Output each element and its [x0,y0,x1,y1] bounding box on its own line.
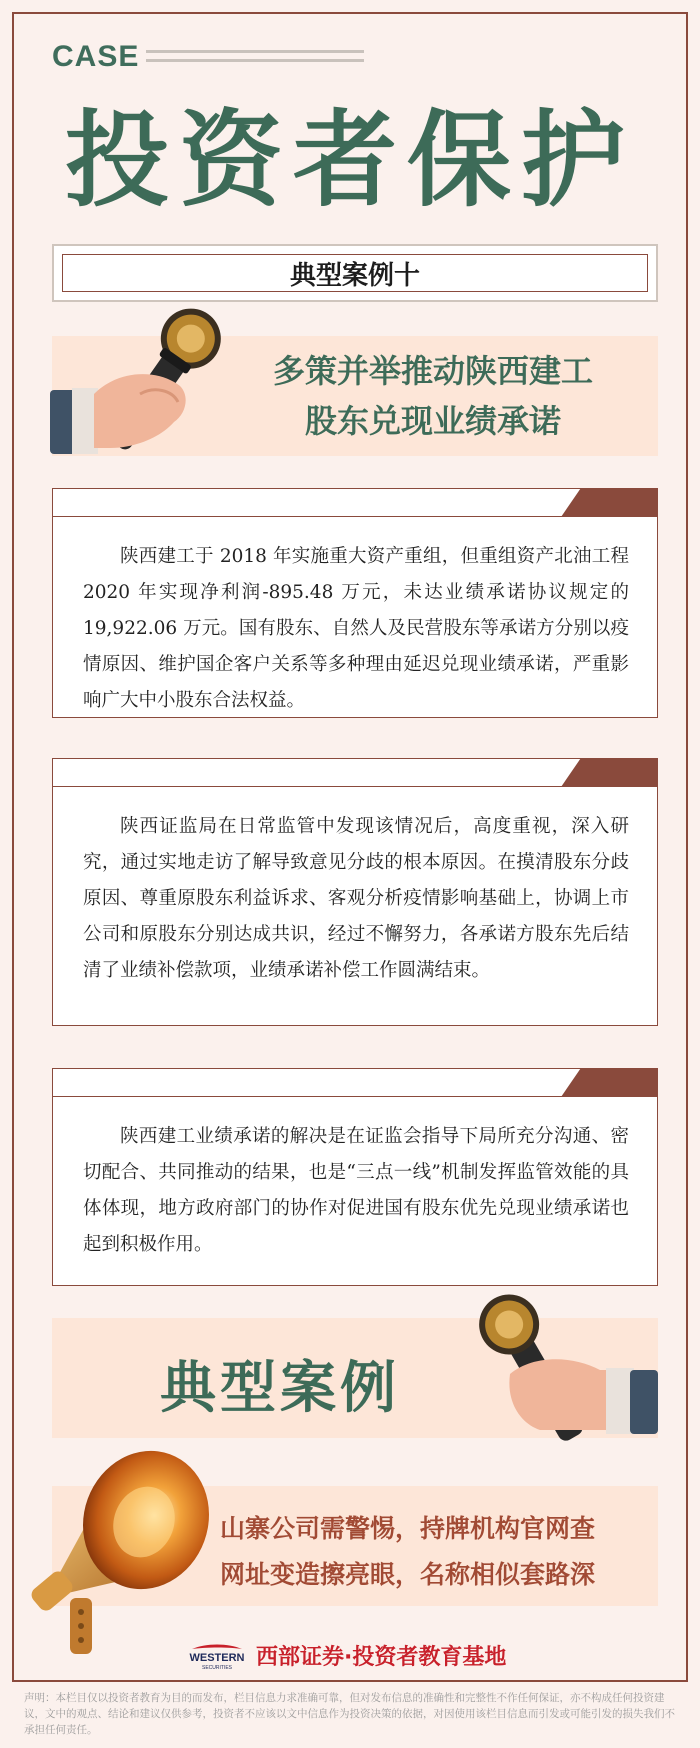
subtitle: 典型案例十 [62,254,648,292]
subtitle-box [52,244,658,302]
card-text: 陕西建工于 2018 年实施重大资产重组，但重组资产北油工程 2020 年实现净利润-895.48 万元，未达业绩承诺协议规定的 19,922.06 万元。国有股东、自然人及民营股东等承诺方分别以疫情原因、维护国企客户关系等多种理由延迟兑现业绩承诺，严重影响广大中小股东合法权益。 [83,546,629,711]
microphone-icon [470,1284,660,1444]
brand [186,1640,506,1671]
promo-line-2: 网址变造擦亮眼，名称相似套路深 [220,1560,596,1589]
disclaimer: 声明：本栏目仅以投资者教育为目的而发布，栏目信息力求准确可靠，但对发布信息的准确性和完整性不作任何保证，亦不构成任何投资建议，文中的观点、结论和建议仅供参考，投资者不应该以文中信息作为投资决策的依据，对因使用该栏目信息而引发或可能引发的损失我们不承担任何责任。 [24,1692,675,1736]
case-decor-lines [146,50,364,68]
headline [218,346,648,446]
card-text: 陕西建工业绩承诺的解决是在证监会指导下局所充分沟通、密切配合、共同推动的结果，也是“三点一线”机制发挥监管效能的具体体现，地方政府部门的协作对促进国有股东优先兑现业绩承诺也起到积极作用。 [83,1126,629,1255]
case-label: CASE [52,40,140,73]
page-title: 投资者保护 [64,99,635,221]
case-card-1 [52,488,658,718]
hand-icon [50,374,186,454]
svg-text:WESTERN: WESTERN [189,1651,245,1664]
headline-line-1: 多策并举推动陕西建工 [272,352,593,390]
western-logo-icon [186,1641,248,1671]
svg-text:SECURITIES: SECURITIES [201,1664,233,1671]
promo-text [220,1506,640,1598]
case-card-3 [52,1068,658,1286]
card-text: 陕西证监局在日常监管中发现该情况后，高度重视，深入研究，通过实地走访了解导致意见分歧的根本原因。在摸清股东分歧原因、尊重原股东利益诉求、客观分析疫情影响基础上，协调上市公司和原股东分别达成共识，经过不懈努力，各承诺方股东先后结清了业绩补偿款项，业绩承诺补偿工作圆满结束。 [83,816,629,981]
microphone-icon [50,298,230,466]
headline-line-2: 股东兑现业绩承诺 [304,402,561,440]
case-card-2 [52,758,658,1026]
megaphone-icon [26,1448,216,1658]
typical-case-label: 典型案例 [160,1356,400,1421]
brand-name: 西部证券·投资者教育基地 [256,1645,507,1670]
hand-icon [509,1359,658,1434]
promo-line-1: 山寨公司需警惕，持牌机构官网查 [220,1514,596,1543]
